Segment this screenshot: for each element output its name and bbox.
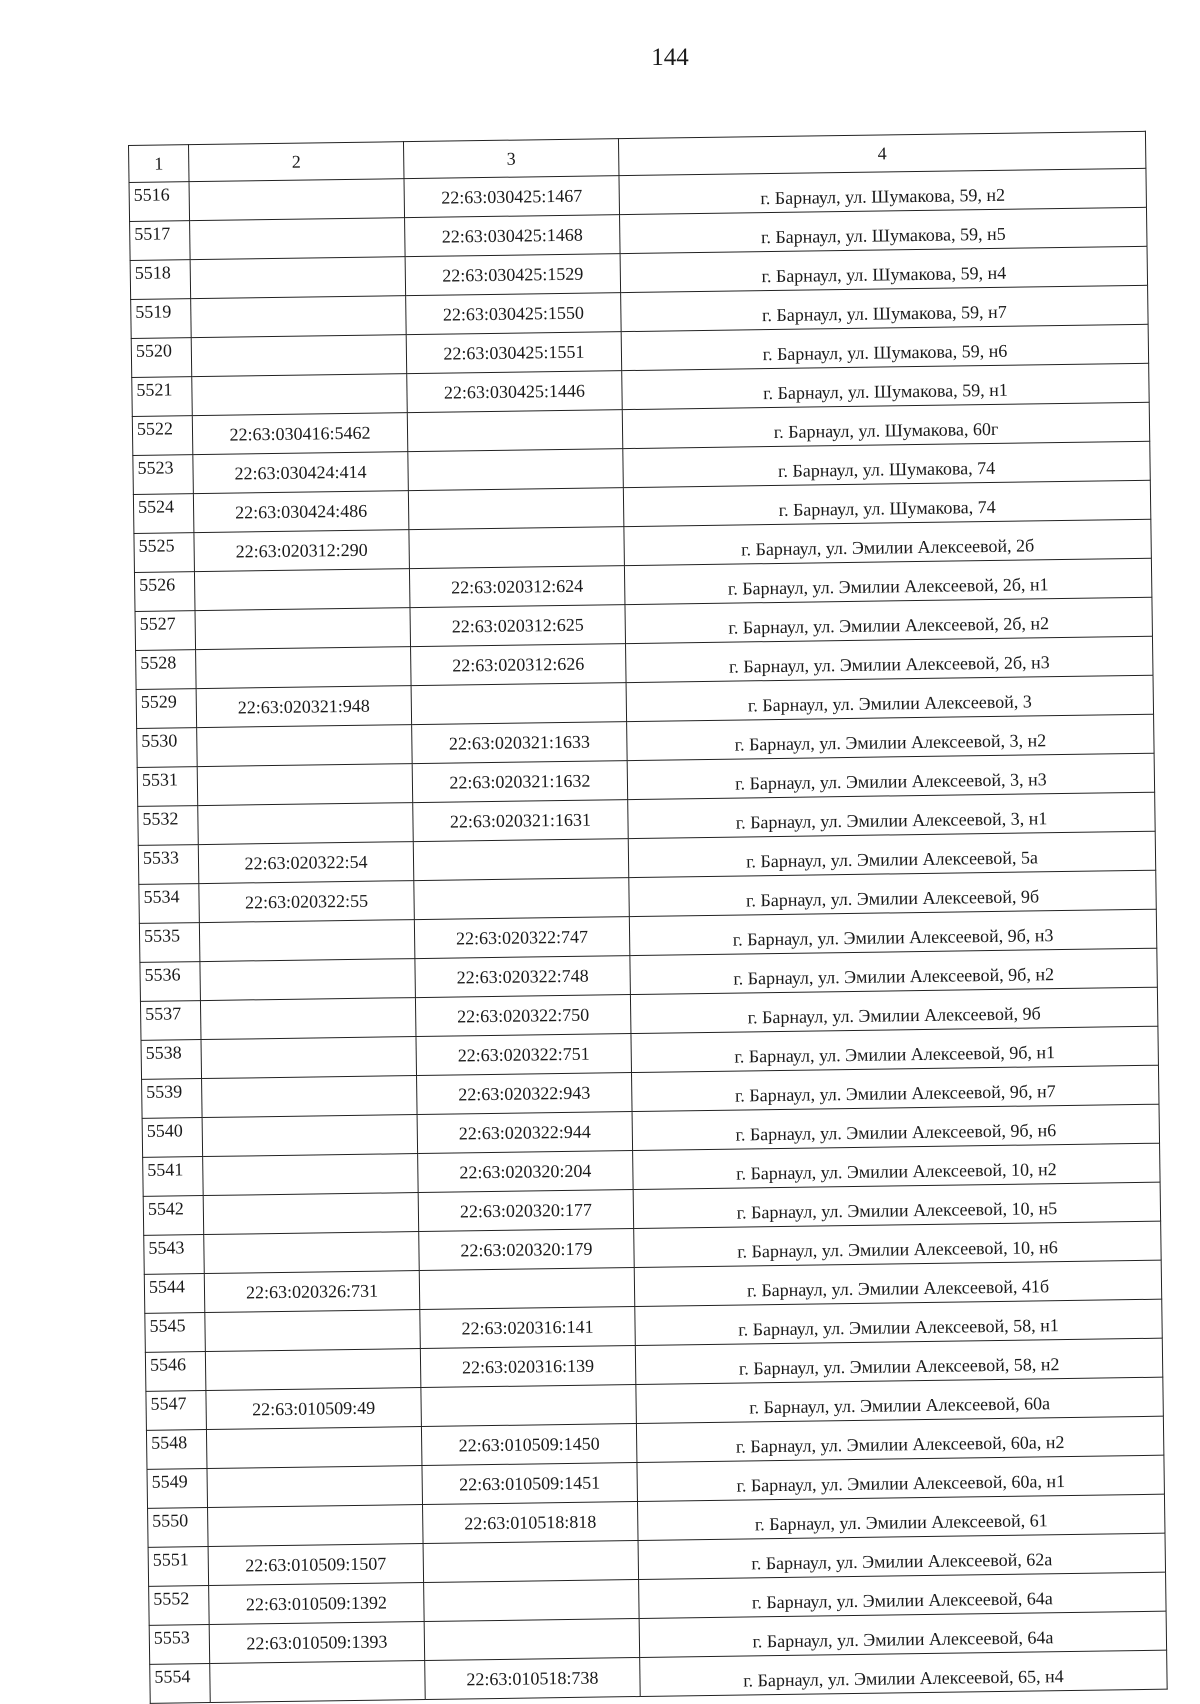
row-number: 5536 — [140, 962, 201, 1002]
row-number: 5541 — [143, 1157, 204, 1197]
cadastral-number-premises: 22:63:020312:624 — [409, 566, 625, 608]
cadastral-number-premises: 22:63:020322:944 — [417, 1112, 633, 1154]
cadastral-number-premises — [421, 1385, 637, 1427]
cadastral-number-premises: 22:63:020320:204 — [418, 1151, 634, 1193]
cadastral-number-land — [197, 764, 413, 806]
address: г. Барнаул, ул. Эмилии Алексеевой, 3, н1 — [628, 792, 1155, 838]
address: г. Барнаул, ул. Шумакова, 74 — [623, 441, 1150, 487]
cadastral-number-premises: 22:63:030425:1529 — [405, 254, 621, 296]
row-number: 5538 — [141, 1040, 202, 1080]
row-number: 5517 — [130, 221, 191, 261]
address: г. Барнаул, ул. Шумакова, 74 — [623, 480, 1150, 526]
address: г. Барнаул, ул. Шумакова, 60г — [622, 402, 1149, 448]
row-number: 5528 — [136, 650, 197, 690]
cadastral-number-land — [198, 803, 414, 845]
cadastral-number-premises: 22:63:030425:1550 — [406, 293, 622, 335]
address: г. Барнаул, ул. Шумакова, 59, н1 — [622, 363, 1149, 409]
cadastral-number-land: 22:63:030416:5462 — [192, 413, 408, 455]
address: г. Барнаул, ул. Эмилии Алексеевой, 9б — [629, 870, 1156, 916]
row-number: 5551 — [148, 1547, 209, 1587]
row-number: 5533 — [138, 845, 199, 885]
row-number: 5529 — [136, 689, 197, 729]
row-number: 5539 — [142, 1079, 203, 1119]
cadastral-number-land — [190, 257, 406, 299]
address: г. Барнаул, ул. Шумакова, 59, н5 — [620, 207, 1147, 253]
address: г. Барнаул, ул. Эмилии Алексеевой, 9б, н7 — [631, 1065, 1158, 1111]
address: г. Барнаул, ул. Шумакова, 59, н4 — [620, 246, 1147, 292]
row-number: 5516 — [129, 182, 190, 222]
cadastral-number-land — [197, 725, 413, 767]
cadastral-number-land — [202, 1076, 418, 1118]
cadastral-number-premises: 22:63:020316:141 — [420, 1307, 636, 1349]
row-number: 5532 — [138, 806, 199, 846]
cadastral-number-land: 22:63:020322:54 — [198, 842, 414, 884]
address: г. Барнаул, ул. Шумакова, 59, н2 — [619, 168, 1146, 214]
cadastral-number-premises — [409, 527, 625, 569]
row-number: 5530 — [137, 728, 198, 768]
address: г. Барнаул, ул. Эмилии Алексеевой, 64а — [639, 1611, 1166, 1657]
cadastral-number-premises — [407, 410, 623, 452]
cadastral-number-premises: 22:63:020316:139 — [420, 1346, 636, 1388]
row-number: 5546 — [145, 1352, 206, 1392]
address: г. Барнаул, ул. Эмилии Алексеевой, 2б, н2 — [625, 597, 1152, 643]
cadastral-number-premises — [408, 488, 624, 530]
cadastral-number-land — [192, 374, 408, 416]
row-number: 5527 — [135, 611, 196, 651]
address: г. Барнаул, ул. Эмилии Алексеевой, 60а, н1 — [637, 1455, 1164, 1501]
cadastral-number-premises: 22:63:020320:177 — [418, 1190, 634, 1232]
row-number: 5548 — [146, 1430, 207, 1470]
address: г. Барнаул, ул. Шумакова, 59, н6 — [621, 324, 1148, 370]
cadastral-number-premises: 22:63:030425:1446 — [407, 371, 623, 413]
row-number: 5547 — [146, 1391, 207, 1431]
row-number: 5550 — [148, 1508, 209, 1548]
cadastral-number-land: 22:63:010509:1507 — [208, 1544, 424, 1586]
address: г. Барнаул, ул. Эмилии Алексеевой, 3 — [626, 675, 1153, 721]
row-number: 5537 — [140, 1001, 201, 1041]
cadastral-number-premises — [411, 683, 627, 725]
cadastral-number-land — [203, 1193, 419, 1235]
cadastral-number-land — [203, 1154, 419, 1196]
address: г. Барнаул, ул. Эмилии Алексеевой, 2б, н1 — [624, 558, 1151, 604]
row-number: 5518 — [130, 260, 191, 300]
cadastral-number-premises: 22:63:020322:747 — [414, 917, 630, 959]
cadastral-number-land — [205, 1310, 421, 1352]
address: г. Барнаул, ул. Шумакова, 59, н7 — [621, 285, 1148, 331]
cadastral-number-land — [201, 1037, 417, 1079]
row-number: 5535 — [139, 923, 200, 963]
address: г. Барнаул, ул. Эмилии Алексеевой, 9б, н3 — [629, 909, 1156, 955]
cadastral-number-land — [196, 647, 412, 689]
cadastral-number-land — [199, 920, 415, 962]
row-number: 5553 — [149, 1625, 210, 1665]
cadastral-number-land — [204, 1232, 420, 1274]
cadastral-number-premises: 22:63:010509:1450 — [421, 1424, 637, 1466]
cadastral-number-premises: 22:63:030425:1551 — [406, 332, 622, 374]
cadastral-number-premises: 22:63:020322:750 — [415, 995, 631, 1037]
cadastral-number-premises: 22:63:020322:751 — [416, 1034, 632, 1076]
row-number: 5552 — [149, 1586, 210, 1626]
address: г. Барнаул, ул. Эмилии Алексеевой, 9б — [630, 987, 1157, 1033]
cadastral-number-premises: 22:63:010518:818 — [423, 1502, 639, 1544]
row-number: 5543 — [144, 1235, 205, 1275]
cadastral-number-land: 22:63:020312:290 — [194, 530, 410, 572]
cadastral-number-premises — [424, 1580, 640, 1622]
cadastral-number-land: 22:63:030424:486 — [193, 491, 409, 533]
address: г. Барнаул, ул. Эмилии Алексеевой, 2б, н3 — [626, 636, 1153, 682]
header-col-1: 1 — [129, 145, 190, 183]
row-number: 5545 — [145, 1313, 206, 1353]
address: г. Барнаул, ул. Эмилии Алексеевой, 9б, н1 — [631, 1026, 1158, 1072]
row-number: 5534 — [139, 884, 200, 924]
row-number: 5521 — [132, 377, 193, 417]
cadastral-number-premises: 22:63:010518:738 — [425, 1658, 641, 1700]
cadastral-number-premises: 22:63:020322:943 — [417, 1073, 633, 1115]
address: г. Барнаул, ул. Эмилии Алексеевой, 65, н4 — [640, 1650, 1167, 1696]
cadastral-number-premises: 22:63:020321:1631 — [413, 800, 629, 842]
address: г. Барнаул, ул. Эмилии Алексеевой, 10, н2 — [633, 1143, 1160, 1189]
cadastral-number-land: 22:63:020321:948 — [196, 686, 412, 728]
row-number: 5523 — [133, 455, 194, 495]
row-number: 5522 — [132, 416, 193, 456]
cadastral-number-land — [194, 569, 410, 611]
cadastral-number-land — [200, 998, 416, 1040]
row-number: 5540 — [142, 1118, 203, 1158]
cadastral-number-premises — [423, 1541, 639, 1583]
property-table — [128, 131, 1168, 1704]
cadastral-number-premises: 22:63:010509:1451 — [422, 1463, 638, 1505]
cadastral-number-premises: 22:63:030425:1467 — [404, 176, 620, 218]
cadastral-number-land — [195, 608, 411, 650]
row-number: 5519 — [131, 299, 192, 339]
cadastral-number-land — [207, 1466, 423, 1508]
header-col-3: 3 — [403, 139, 618, 179]
address: г. Барнаул, ул. Эмилии Алексеевой, 64а — [639, 1572, 1166, 1618]
address: г. Барнаул, ул. Эмилии Алексеевой, 5а — [628, 831, 1155, 877]
cadastral-number-land — [189, 179, 405, 221]
row-number: 5554 — [150, 1664, 211, 1704]
row-number: 5544 — [144, 1274, 205, 1314]
cadastral-number-premises — [408, 449, 624, 491]
row-number: 5526 — [134, 572, 195, 612]
cadastral-number-land: 22:63:030424:414 — [193, 452, 409, 494]
cadastral-number-land: 22:63:010509:1393 — [209, 1622, 425, 1664]
cadastral-number-premises — [419, 1268, 635, 1310]
cadastral-number-premises: 22:63:020321:1632 — [412, 761, 628, 803]
cadastral-number-premises — [424, 1619, 640, 1661]
address: г. Барнаул, ул. Эмилии Алексеевой, 58, н1 — [635, 1299, 1162, 1345]
cadastral-number-premises: 22:63:020312:626 — [411, 644, 627, 686]
table-body — [129, 168, 1167, 1703]
cadastral-number-land — [205, 1349, 421, 1391]
address: г. Барнаул, ул. Эмилии Алексеевой, 60а — [636, 1377, 1163, 1423]
address: г. Барнаул, ул. Эмилии Алексеевой, 10, н6 — [634, 1221, 1161, 1267]
address: г. Барнаул, ул. Эмилии Алексеевой, 62а — [638, 1533, 1165, 1579]
row-number: 5520 — [131, 338, 192, 378]
cadastral-number-land — [191, 335, 407, 377]
row-number: 5525 — [134, 533, 195, 573]
address: г. Барнаул, ул. Эмилии Алексеевой, 3, н2 — [627, 714, 1154, 760]
cadastral-number-land — [210, 1661, 426, 1703]
address: г. Барнаул, ул. Эмилии Алексеевой, 41б — [634, 1260, 1161, 1306]
page-number: 144 — [651, 44, 689, 71]
cadastral-number-premises: 22:63:020320:179 — [419, 1229, 635, 1271]
cadastral-number-land — [190, 218, 406, 260]
address: г. Барнаул, ул. Эмилии Алексеевой, 61 — [637, 1494, 1164, 1540]
address: г. Барнаул, ул. Эмилии Алексеевой, 9б, н6 — [632, 1104, 1159, 1150]
cadastral-number-land — [200, 959, 416, 1001]
cadastral-number-premises: 22:63:030425:1468 — [405, 215, 621, 257]
address: г. Барнаул, ул. Эмилии Алексеевой, 3, н3 — [627, 753, 1154, 799]
cadastral-number-land — [208, 1505, 424, 1547]
cadastral-number-premises: 22:63:020312:625 — [410, 605, 626, 647]
row-number: 5549 — [147, 1469, 208, 1509]
cadastral-number-land: 22:63:020326:731 — [204, 1271, 420, 1313]
row-number: 5524 — [133, 494, 194, 534]
address: г. Барнаул, ул. Эмилии Алексеевой, 2б — [624, 519, 1151, 565]
row-number: 5542 — [143, 1196, 204, 1236]
cadastral-number-land — [202, 1115, 418, 1157]
cadastral-number-land — [206, 1427, 422, 1469]
cadastral-number-land — [191, 296, 407, 338]
address: г. Барнаул, ул. Эмилии Алексеевой, 60а, н2 — [636, 1416, 1163, 1462]
address: г. Барнаул, ул. Эмилии Алексеевой, 10, н5 — [633, 1182, 1160, 1228]
row-number: 5531 — [137, 767, 198, 807]
cadastral-number-land: 22:63:020322:55 — [199, 881, 415, 923]
header-col-4: 4 — [618, 131, 1145, 175]
cadastral-number-land: 22:63:010509:49 — [206, 1388, 422, 1430]
cadastral-number-premises: 22:63:020322:748 — [415, 956, 631, 998]
cadastral-number-premises — [413, 839, 629, 881]
cadastral-number-land: 22:63:010509:1392 — [209, 1583, 425, 1625]
cadastral-number-premises: 22:63:020321:1633 — [412, 722, 628, 764]
address: г. Барнаул, ул. Эмилии Алексеевой, 58, н2 — [635, 1338, 1162, 1384]
address: г. Барнаул, ул. Эмилии Алексеевой, 9б, н2 — [630, 948, 1157, 994]
cadastral-number-premises — [414, 878, 630, 920]
header-col-2: 2 — [189, 142, 404, 182]
